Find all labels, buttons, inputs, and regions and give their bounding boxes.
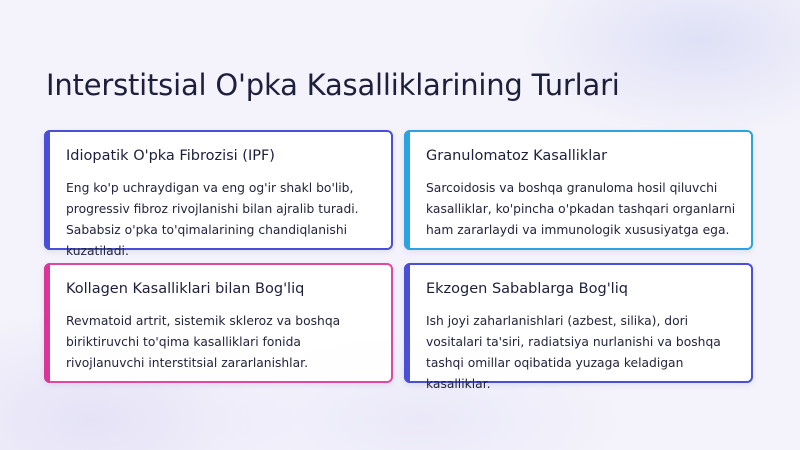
card-accent-bar xyxy=(44,130,50,250)
card-text: Sarcoidosis va boshqa granuloma hosil qiluvchi kasalliklar, ko'pincha o'pkadan tashqari organlarni ham zararlaydi va immunologik xususiyatga ega. xyxy=(426,181,736,237)
card-exogenous xyxy=(404,263,753,391)
card-text: Revmatoid artrit, sistemik skleroz va boshqa biriktiruvchi to'qima kasalliklari fonida rivojlanuvchi interstitsial zararlanishlar. xyxy=(66,314,341,370)
card-title: Kollagen Kasalliklari bilan Bog'liq xyxy=(66,281,305,297)
card-title: Idiopatik O'pka Fibrozisi (IPF) xyxy=(66,148,275,164)
card-ipf xyxy=(44,130,393,258)
page-title: Interstitsial O'pka Kasalliklarining Turlari xyxy=(46,68,620,102)
card-title: Granulomatoz Kasalliklar xyxy=(426,148,608,164)
card-title: Ekzogen Sabablarga Bog'liq xyxy=(426,281,628,297)
card-accent-bar xyxy=(44,263,50,383)
card-accent-bar xyxy=(404,263,410,383)
card-accent-bar xyxy=(404,130,410,250)
card-granulomatous xyxy=(404,130,753,250)
card-text: Eng ko'p uchraydigan va eng og'ir shakl bo'lib, progressiv fibroz rivojlanishi bilan ajralib turadi. Sababsiz o'pka to'qimalarining chandiqlanishi kuzatiladi. xyxy=(66,181,359,258)
card-text: Ish joyi zaharlanishlari (azbest, silika), dori vositalari ta'siri, radiatsiya nurlanishi va boshqa tashqi omillar oqibatida yuzaga keladigan kasalliklar. xyxy=(426,314,721,391)
card-collagen xyxy=(44,263,393,383)
